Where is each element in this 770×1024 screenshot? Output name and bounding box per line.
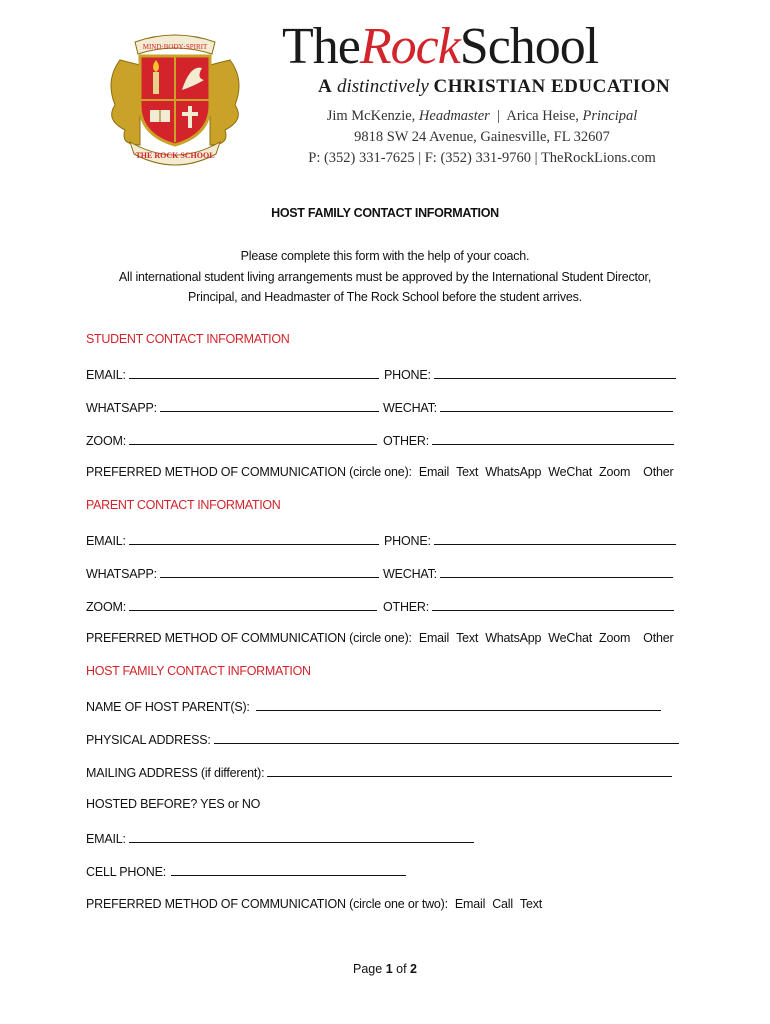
school-crest-logo (100, 20, 250, 170)
parent-wechat-field[interactable] (383, 565, 673, 581)
student-wechat-field[interactable] (383, 399, 673, 415)
parent-wechat-line[interactable] (440, 565, 673, 578)
parent-option-whatsapp[interactable]: WhatsApp (485, 631, 542, 645)
student-wechat-line[interactable] (440, 399, 673, 412)
parent-email-label: EMAIL: (86, 534, 126, 548)
parent-pref-label: PREFERRED METHOD OF COMMUNICATION (circle one): (86, 631, 412, 645)
host-physical-address-field[interactable] (86, 731, 679, 747)
staff-title-2: Principal (582, 108, 638, 124)
page-indicator (0, 962, 770, 976)
student-preferred-method (86, 465, 673, 479)
student-other-line[interactable] (432, 432, 674, 445)
intro-line-2: All international student living arrangements must be approved by the International Student Director, (118, 269, 652, 284)
student-pref-label: PREFERRED METHOD OF COMMUNICATION (circle one): (86, 465, 412, 479)
crest-name-text: THE ROCK SCHOOL (135, 151, 215, 160)
host-option-text[interactable]: Text (519, 897, 543, 911)
host-cell-line[interactable] (171, 863, 406, 876)
parent-zoom-line[interactable] (129, 598, 377, 611)
tagline-distinctively: distinctively (336, 76, 429, 97)
brand-block (282, 20, 702, 98)
student-phone-field[interactable] (384, 366, 676, 382)
host-email-label: EMAIL: (86, 832, 126, 846)
student-zoom-label: ZOOM: (86, 434, 126, 448)
form-title: HOST FAMILY CONTACT INFORMATION (271, 206, 499, 220)
host-hosted-before[interactable]: HOSTED BEFORE? YES or NO (86, 797, 261, 811)
student-option-wechat[interactable]: WeChat (548, 465, 593, 479)
intro-line-1: Please complete this form with the help of your coach. (240, 249, 530, 263)
parent-phone-label: PHONE: (384, 534, 431, 548)
host-physical-line[interactable] (214, 731, 679, 744)
host-option-email[interactable]: Email (454, 897, 486, 911)
parent-email-line[interactable] (129, 532, 379, 545)
host-physical-label: PHYSICAL ADDRESS: (86, 733, 211, 747)
staff-title-1: Headmaster (418, 108, 490, 124)
crest-banner-text: MIND·BODY·SPIRIT (142, 43, 208, 51)
student-zoom-field[interactable] (86, 432, 377, 448)
parent-phone-field[interactable] (384, 532, 676, 548)
staff-line (282, 106, 682, 127)
page-word: Page (353, 962, 383, 976)
student-whatsapp-label: WHATSAPP: (86, 401, 157, 415)
parent-preferred-method (86, 631, 673, 645)
student-option-whatsapp[interactable]: WhatsApp (485, 465, 542, 479)
host-pref-label: PREFERRED METHOD OF COMMUNICATION (circle one or two): (86, 897, 448, 911)
intro-line-3: Principal, and Headmaster of The Rock School before the student arrives. (188, 290, 582, 304)
parent-option-text[interactable]: Text (456, 631, 479, 645)
school-address: 9818 SW 24 Avenue, Gainesville, FL 32607 (354, 129, 610, 145)
parent-wechat-label: WECHAT: (383, 567, 437, 581)
parent-other-label: OTHER: (383, 600, 430, 614)
tagline-rest: CHRISTIAN EDUCATION (433, 76, 671, 97)
host-email-line[interactable] (129, 830, 474, 843)
tagline-a: A (318, 76, 333, 97)
student-whatsapp-field[interactable] (86, 399, 379, 415)
parent-phone-line[interactable] (434, 532, 676, 545)
parent-other-field[interactable] (383, 598, 674, 614)
student-option-zoom[interactable]: Zoom (599, 465, 631, 479)
host-name-field[interactable] (86, 698, 661, 714)
parent-option-wechat[interactable]: WeChat (548, 631, 593, 645)
parent-email-field[interactable] (86, 532, 379, 548)
parent-option-zoom[interactable]: Zoom (599, 631, 631, 645)
host-section-heading: HOST FAMILY CONTACT INFORMATION (86, 664, 311, 678)
header-contact-block (282, 106, 682, 169)
host-cell-label: CELL PHONE: (86, 865, 167, 879)
page-number: 1 (385, 962, 393, 976)
student-phone-line[interactable] (434, 366, 676, 379)
staff-name-2: Arica Heise, (506, 108, 579, 124)
parent-other-line[interactable] (432, 598, 674, 611)
host-email-field[interactable] (86, 830, 474, 846)
brand-rock: Rock (359, 18, 460, 75)
student-other-label: OTHER: (383, 434, 430, 448)
host-mailing-line[interactable] (267, 764, 672, 777)
host-mailing-label: MAILING ADDRESS (if different): (86, 766, 265, 780)
student-section-heading: STUDENT CONTACT INFORMATION (86, 332, 290, 346)
form-intro (60, 246, 710, 308)
student-whatsapp-line[interactable] (160, 399, 379, 412)
host-name-label: NAME OF HOST PARENT(S): (86, 700, 250, 714)
student-email-field[interactable] (86, 366, 379, 382)
page-total: 2 (410, 962, 417, 976)
brand-school: School (459, 18, 599, 75)
student-wechat-label: WECHAT: (383, 401, 437, 415)
parent-option-other[interactable]: Other (643, 631, 674, 645)
parent-option-email[interactable]: Email (418, 631, 450, 645)
host-name-line[interactable] (256, 698, 661, 711)
parent-zoom-field[interactable] (86, 598, 377, 614)
host-preferred-method (86, 897, 542, 911)
host-cell-phone-field[interactable] (86, 863, 406, 879)
student-email-line[interactable] (129, 366, 379, 379)
parent-zoom-label: ZOOM: (86, 600, 126, 614)
student-zoom-line[interactable] (129, 432, 377, 445)
of-word: of (396, 962, 407, 976)
brand-the: The (282, 18, 360, 75)
student-option-other[interactable]: Other (643, 465, 674, 479)
parent-section-heading: PARENT CONTACT INFORMATION (86, 498, 281, 512)
student-phone-label: PHONE: (384, 368, 431, 382)
host-option-call[interactable]: Call (492, 897, 513, 911)
brand-tagline (318, 76, 702, 98)
staff-separator: | (497, 108, 500, 124)
brand-wordmark (282, 20, 702, 74)
student-option-text[interactable]: Text (456, 465, 479, 479)
parent-whatsapp-field[interactable] (86, 565, 379, 581)
student-other-field[interactable] (383, 432, 674, 448)
staff-name-1: Jim McKenzie, (326, 108, 416, 124)
student-email-label: EMAIL: (86, 368, 126, 382)
school-contact-line: P: (352) 331-7625 | F: (352) 331-9760 | TheRockLions.com (308, 150, 656, 166)
parent-whatsapp-label: WHATSAPP: (86, 567, 157, 581)
student-option-email[interactable]: Email (418, 465, 450, 479)
parent-whatsapp-line[interactable] (160, 565, 379, 578)
host-mailing-address-field[interactable] (86, 764, 672, 780)
